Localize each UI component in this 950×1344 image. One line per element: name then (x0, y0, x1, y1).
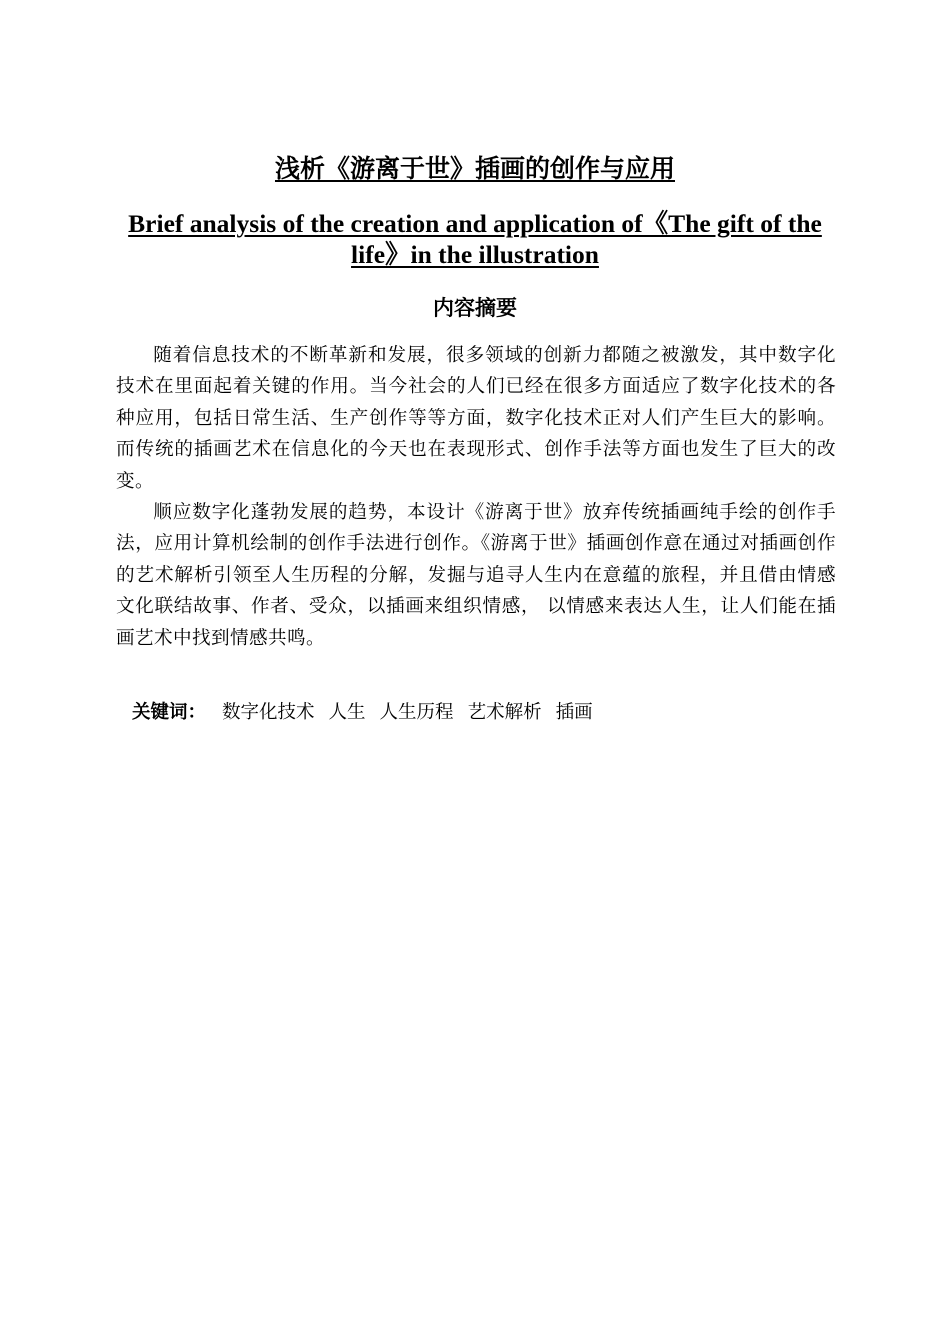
keywords-line (132, 698, 607, 728)
keyword-item: 人生 (328, 702, 366, 723)
chinese-title: 浅析《游离于世》插画的创作与应用 (274, 154, 675, 183)
keyword-item: 插画 (555, 702, 593, 723)
keywords-label: 关键词： (132, 702, 207, 723)
english-title: Brief analysis of the creation and application of《The gift of the life》in the illustration (128, 209, 822, 269)
keyword-item: 数字化技术 (222, 702, 315, 723)
keyword-item: 人生历程 (379, 702, 454, 723)
abstract-body (116, 340, 836, 654)
keyword-item: 艺术解析 (467, 702, 542, 723)
abstract-paragraph-2: 顺应数字化蓬勃发展的趋势，本设计《游离于世》放弃传统插画纯手绘的创作手法，应用计算机绘制的创作手法进行创作。《游离于世》插画创作意在通过对插画创作的艺术解析引领至人生历程的分解，发掘与追寻人生内在意蕴的旅程，并且借由情感文化联结故事、作者、受众，以插画来组织情感， 以情感来表达人生，让人们能在插画艺术中找到情感共鸣。 (116, 502, 836, 649)
abstract-paragraph-1: 随着信息技术的不断革新和发展，很多领域的创新力都随之被激发，其中数字化技术在里面起着关键的作用。当今社会的人们已经在很多方面适应了数字化技术的各种应用，包括日常生活、生产创作等等方面，数字化技术正对人们产生巨大的影响。而传统的插画艺术在信息化的今天也在表现形式、创作手法等方面也发生了巨大的改变。 (116, 345, 836, 492)
abstract-heading: 内容摘要 (433, 296, 517, 320)
